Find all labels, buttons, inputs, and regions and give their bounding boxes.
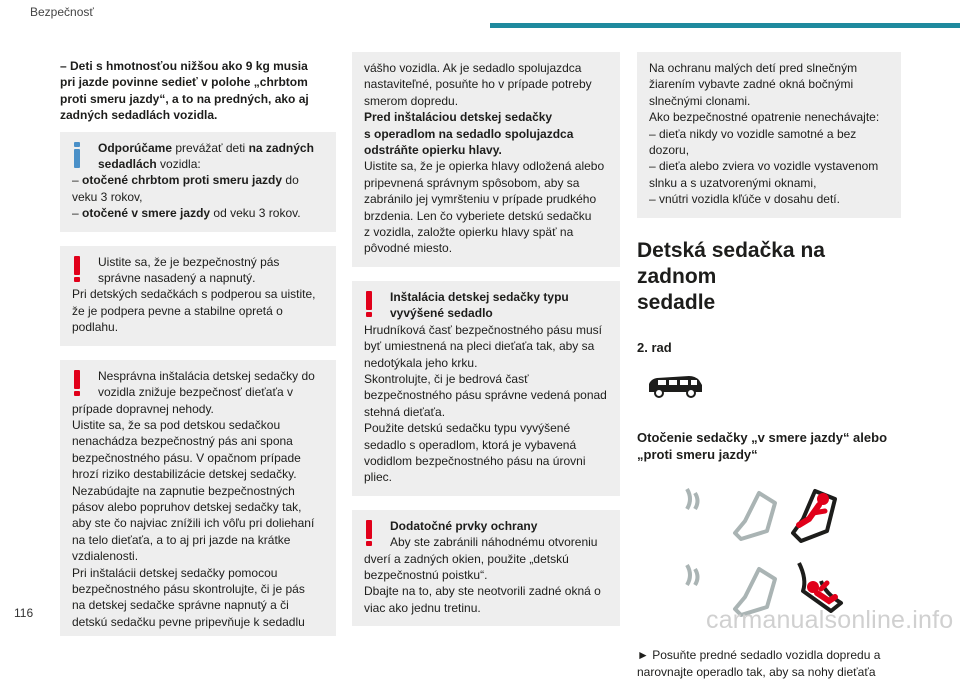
warning-line: dverí a zadných okien, použite „detskú	[364, 551, 569, 566]
text-line: brzdenia. Len čo vyberiete detskú sedačku	[364, 208, 592, 223]
intro-line: zadných sedadlách vozidla.	[60, 108, 218, 123]
text-bold: otočené v smere jazdy	[82, 206, 211, 221]
text-bold: na zadných	[248, 140, 314, 155]
text-line: – vnútri vozidla kľúče v dosahu detí.	[649, 192, 840, 207]
text-line-bold: odstráňte opierku hlavy.	[364, 143, 502, 158]
warning-line: bezpečnostného pásu správne vedená ponad	[364, 388, 607, 403]
text-line: vášho vozidla. Ak je sedadlo spolujazdca	[364, 61, 582, 75]
sun-protection-box	[637, 52, 901, 218]
intro-paragraph	[60, 58, 336, 124]
warning-line: Nesprávna inštalácia detskej sedačky do	[98, 368, 315, 383]
column-3	[637, 40, 901, 680]
text: do	[282, 173, 299, 188]
text: –	[72, 173, 83, 188]
text: od veku 3 rokov.	[210, 206, 301, 221]
orientation-heading	[637, 430, 901, 463]
warning-line: viac ako jednu tretinu.	[364, 600, 481, 615]
warning-line: bezpečnostného pásu. V opačnom prípade	[72, 450, 301, 465]
text-line: – dieťa nikdy vo vozidle samotné a bez	[649, 126, 857, 141]
text-line: pripevnená správnym spôsobom, aby sa	[364, 175, 580, 190]
warning-icon	[366, 520, 372, 546]
text: vozidla:	[156, 157, 201, 172]
warning-line: podlahu.	[72, 320, 119, 335]
warning-line: nedotýkala jeho krku.	[364, 355, 478, 370]
warning-line: sedadlo s operadlom, ktorá je vybavená	[364, 437, 577, 452]
text-line: z vozidla, založte opierku hlavy späť na	[364, 225, 574, 240]
text-line: žiarením vybavte zadné okná bočnými	[649, 77, 854, 92]
recommend-line	[72, 205, 324, 221]
text-line-bold: Pred inštaláciou detskej sedačky	[364, 110, 553, 125]
text-line: smerom dopredu.	[364, 93, 459, 108]
warning-line: Použite detskú sedačku typu vyvýšené	[364, 421, 571, 436]
warning-title: Dodatočné prvky ochrany	[390, 518, 538, 533]
recommend-line	[72, 140, 324, 156]
text-line: Na ochranu malých detí pred slnečným	[649, 61, 858, 75]
text-line: – dieťa alebo zviera vo vozidle vystavenom	[649, 159, 879, 174]
instruction-line: ► Posuňte predné sedadlo vozidla dopredu a	[637, 648, 881, 663]
warning-line: byť umiestnená na pleci dieťaťa tak, aby sa	[364, 339, 595, 354]
instruction-line: narovnajte operadlo tak, aby sa nohy dieťaťa	[637, 664, 876, 679]
warning-line: na telo dieťaťa, a to aj pri jazde na krátke	[72, 532, 291, 547]
text-line-bold: s operadlom na sedadlo spolujazdca	[364, 126, 574, 141]
warning-box-belt	[60, 246, 336, 346]
recommend-line	[72, 156, 324, 172]
warning-line: bezpečnostnú poistku“.	[364, 567, 488, 582]
text-bold: Odporúčame	[98, 140, 173, 155]
warning-title: vyvýšené sedadlo	[390, 306, 493, 321]
forward-facing-seat-icon	[675, 481, 855, 549]
text-line: Ako bezpečnostné opatrenie nenechávajte:	[649, 110, 880, 125]
intro-line: proti smeru jazdy“, a to na predných, ako aj	[60, 91, 309, 106]
recommend-line	[72, 172, 324, 188]
watermark: carmanualsonline.info	[706, 606, 954, 634]
section-heading	[637, 238, 901, 316]
row-subheading: 2. rad	[637, 339, 672, 355]
heading-line: „proti smeru jazdy“	[637, 446, 758, 462]
text-line: dozoru,	[649, 143, 690, 158]
warning-line: Dbajte na to, aby ste neotvorili zadné okná o	[364, 584, 601, 599]
warning-line: bezpečnostného pásu skontrolujte, či je pás	[72, 581, 305, 596]
text-line: pôvodné miesto.	[364, 241, 453, 256]
headrest-box	[352, 52, 620, 267]
warning-line: nenachádza bezpečnostný pás ani spona	[72, 434, 293, 449]
warning-line: Pri inštalácii detskej sedačky pomocou	[72, 565, 278, 580]
text-bold: sedadlách	[98, 157, 157, 172]
warning-line: Uistite sa, že je bezpečnostný pás	[98, 254, 280, 269]
page-number: 116	[14, 606, 34, 620]
header-accent-bar	[490, 23, 960, 28]
heading-line: sedadle	[637, 290, 716, 314]
warning-line: že je podpera pevne a stabilne opretá o	[72, 303, 283, 318]
column-1	[60, 40, 336, 636]
recommendation-box	[60, 132, 336, 232]
column-2	[352, 40, 620, 626]
warning-box-booster	[352, 281, 620, 496]
warning-line: detskú sedačku pevne pripevňuje k sedadlu	[72, 614, 305, 629]
warning-line: Uistite sa, že sa pod detskou sedačkou	[72, 417, 281, 432]
info-icon	[74, 142, 80, 168]
intro-line: – Deti s hmotnosťou nižšou ako 9 kg musia	[60, 59, 308, 73]
warning-line: správne nasadený a napnutý.	[98, 271, 256, 286]
warning-icon	[366, 291, 372, 317]
warning-line: vodidlom bezpečnostného pásu na úrovni	[364, 453, 586, 468]
warning-box-installation	[60, 360, 336, 637]
text-line: slnečnými clonami.	[649, 93, 751, 108]
text: prevážať deti	[172, 140, 249, 155]
section-title: Bezpečnosť	[30, 5, 94, 19]
warning-line: stehná dieťaťa.	[364, 404, 446, 419]
warning-line: pásov alebo popruhov detskej sedačky tak,	[72, 499, 302, 514]
instruction-paragraph	[637, 647, 901, 680]
warning-icon	[74, 370, 80, 396]
warning-line: vozidla znižuje bezpečnosť dieťaťa v	[98, 385, 293, 400]
warning-box-child-lock	[352, 510, 620, 626]
warning-title: Inštalácia detskej sedačky typu	[390, 289, 569, 304]
warning-line: Hrudníková časť bezpečnostného pásu musí	[364, 322, 602, 337]
heading-line: Otočenie sedačky „v smere jazdy“ alebo	[637, 430, 888, 446]
text-line: Uistite sa, že je opierka hlavy odložená alebo	[364, 159, 605, 174]
text-line: zabránilo jej vymršteniu v prípade prudkého	[364, 192, 597, 207]
car-icon	[645, 370, 705, 400]
text: –	[72, 206, 83, 221]
forward-facing-illustration	[637, 481, 901, 553]
warning-icon	[74, 256, 80, 282]
warning-line: vzdialenosti.	[72, 549, 139, 564]
warning-line: aby ste čo najviac znížili ich vôľu pri doliehaní	[72, 516, 315, 531]
warning-line: na detskej sedačke správne napnutý a či	[72, 598, 289, 613]
text-bold: otočené chrbtom proti smeru jazdy	[82, 173, 283, 188]
warning-line: prípade dopravnej nehody.	[72, 401, 214, 416]
intro-line: pri jazde povinne sedieť v polohe „chrbtom	[60, 75, 308, 90]
warning-line: Skontrolujte, či je bedrová časť	[364, 371, 529, 386]
warning-line: pliec.	[364, 470, 393, 485]
text-line: slnku a s uzatvorenými oknami,	[649, 175, 817, 190]
warning-line: Aby ste zabránili náhodnému otvoreniu	[390, 535, 598, 550]
text-line: nastaviteľné, posuňte ho v prípade potreby	[364, 77, 592, 92]
warning-line: Pri detských sedačkách s podperou sa uistite,	[72, 287, 316, 302]
warning-line: Nezabúdajte na zapnutie bezpečnostných	[72, 483, 295, 498]
recommend-line: veku 3 rokov,	[72, 189, 143, 204]
warning-line: hrozí riziko destabilizácie detskej sedačky.	[72, 467, 297, 482]
heading-line: Detská sedačka na zadnom	[637, 238, 825, 288]
